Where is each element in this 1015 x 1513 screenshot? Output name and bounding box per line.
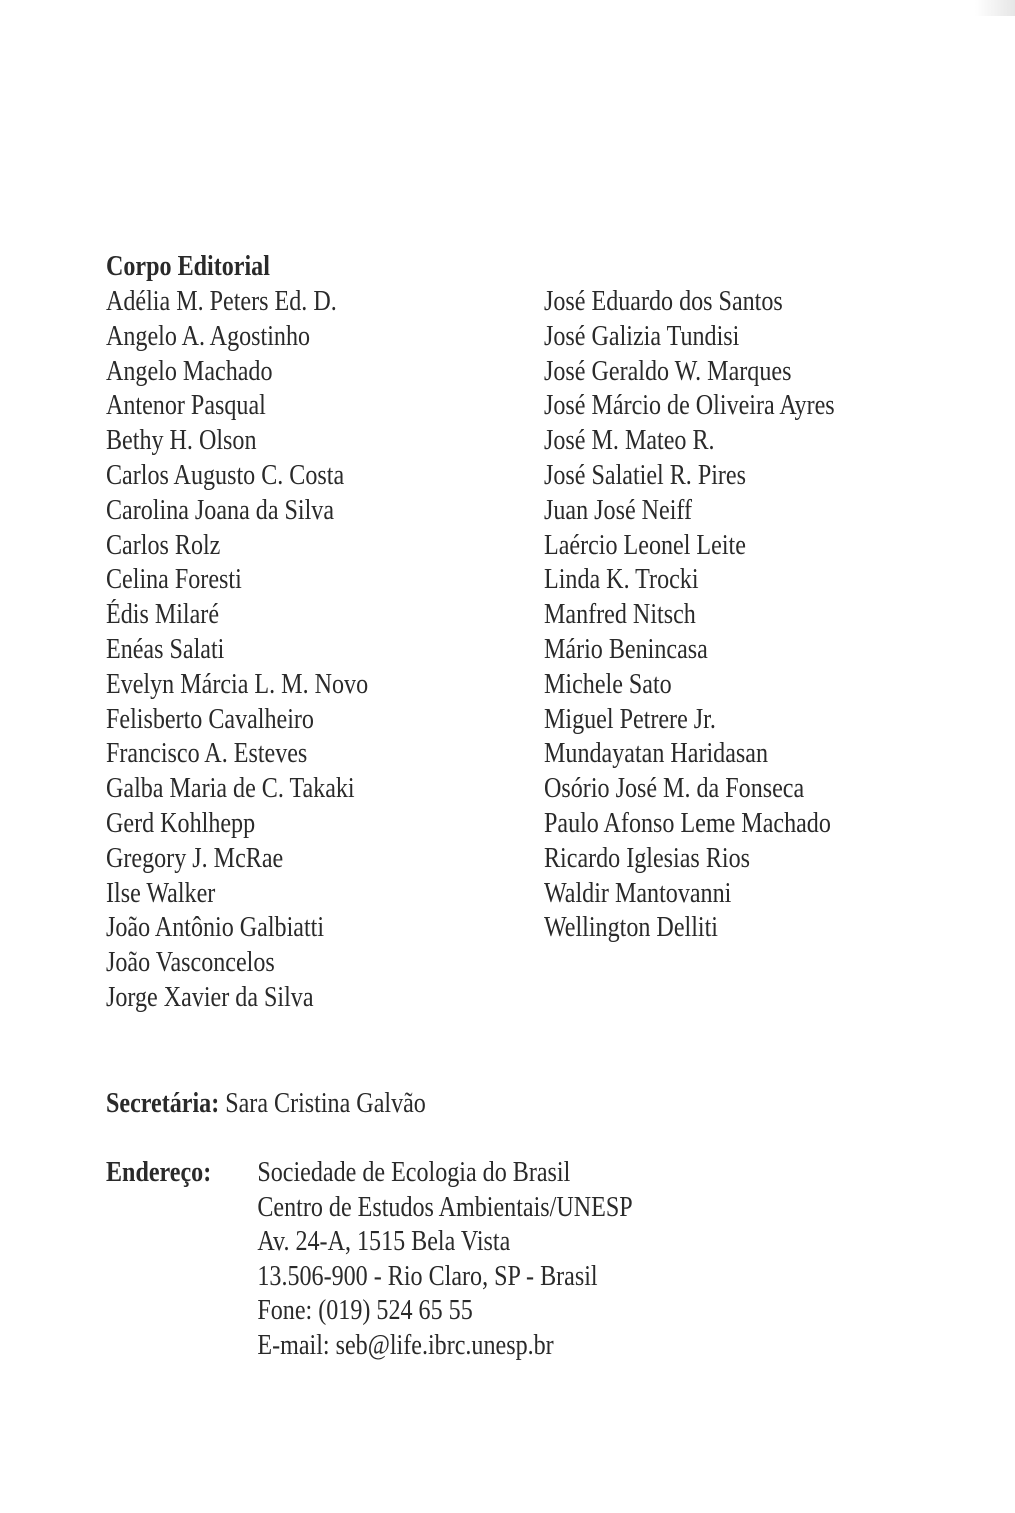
endereco-colon: : bbox=[203, 1157, 212, 1188]
board-member: Édis Milaré bbox=[106, 599, 220, 631]
address-block bbox=[257, 1156, 632, 1363]
endereco-row bbox=[106, 1156, 633, 1361]
board-member: Linda K. Trocki bbox=[544, 564, 699, 596]
board-member: Angelo Machado bbox=[106, 355, 273, 387]
board-member: Evelyn Márcia L. M. Novo bbox=[106, 668, 369, 700]
board-member: José Salatiel R. Pires bbox=[544, 459, 746, 491]
board-member: Wellington Delliti bbox=[544, 912, 718, 944]
board-member: Angelo A. Agostinho bbox=[106, 320, 311, 352]
editorial-board-left-column bbox=[106, 285, 411, 1016]
board-member: José Galizia Tundisi bbox=[544, 320, 740, 352]
board-member: Waldir Mantovanni bbox=[544, 877, 732, 909]
board-member: Juan José Neiff bbox=[544, 494, 693, 526]
board-member: Carolina Joana da Silva bbox=[106, 494, 335, 526]
section-heading: Corpo Editorial bbox=[106, 251, 270, 282]
board-member: Celina Foresti bbox=[106, 564, 242, 596]
address-line: Sociedade de Ecologia do Brasil bbox=[257, 1157, 571, 1188]
endereco-label: Endereço bbox=[106, 1157, 204, 1188]
board-member: João Vasconcelos bbox=[106, 947, 275, 979]
board-member: Adélia M. Peters Ed. D. bbox=[106, 286, 337, 317]
board-member: Felisberto Cavalheiro bbox=[106, 703, 314, 735]
editorial-board-right-column bbox=[544, 285, 882, 946]
secretaria-value: Sara Cristina Galvão bbox=[225, 1088, 426, 1119]
board-member: Manfred Nitsch bbox=[544, 599, 696, 631]
board-member: João Antônio Galbiatti bbox=[106, 912, 325, 944]
phone-line: Fone: (019) 524 65 55 bbox=[257, 1295, 473, 1326]
board-member: Bethy H. Olson bbox=[106, 425, 257, 457]
board-member: Miguel Petrere Jr. bbox=[544, 703, 716, 735]
board-member: Michele Sato bbox=[544, 668, 672, 700]
board-member: Gerd Kohlhepp bbox=[106, 807, 256, 839]
board-member: Osório José M. da Fonseca bbox=[544, 773, 805, 805]
email-line: E-mail: seb@life.ibrc.unesp.br bbox=[257, 1329, 554, 1361]
board-member: Enéas Salati bbox=[106, 633, 225, 665]
board-member: Ricardo Iglesias Rios bbox=[544, 842, 750, 874]
board-member: Carlos Augusto C. Costa bbox=[106, 459, 345, 491]
board-member: José M. Mateo R. bbox=[544, 425, 715, 457]
secretaria-label: Secretária bbox=[106, 1088, 212, 1119]
board-member: Mundayatan Haridasan bbox=[544, 738, 769, 770]
board-member: Galba Maria de C. Takaki bbox=[106, 773, 355, 805]
board-member: Paulo Afonso Leme Machado bbox=[544, 807, 831, 839]
board-member: Carlos Rolz bbox=[106, 529, 221, 561]
address-line: 13.506-900 - Rio Claro, SP - Brasil bbox=[257, 1260, 598, 1292]
board-member: José Geraldo W. Marques bbox=[544, 355, 792, 387]
board-member: Gregory J. McRae bbox=[106, 842, 284, 874]
secretaria-colon: : bbox=[211, 1088, 220, 1119]
address-line: Av. 24-A, 1515 Bela Vista bbox=[257, 1226, 511, 1257]
board-member: Jorge Xavier da Silva bbox=[106, 981, 314, 1013]
board-member: Laércio Leonel Leite bbox=[544, 529, 746, 561]
board-member: Antenor Pasqual bbox=[106, 390, 266, 422]
board-member: Ilse Walker bbox=[106, 877, 216, 909]
secretaria-row bbox=[106, 1087, 426, 1122]
address-line: Centro de Estudos Ambientais/UNESP bbox=[257, 1191, 633, 1223]
board-member: Mário Benincasa bbox=[544, 633, 708, 665]
board-member: José Márcio de Oliveira Ayres bbox=[544, 390, 835, 422]
board-member: Francisco A. Esteves bbox=[106, 738, 308, 770]
scan-edge-shadow bbox=[975, 0, 1015, 16]
board-member: José Eduardo dos Santos bbox=[544, 286, 783, 317]
